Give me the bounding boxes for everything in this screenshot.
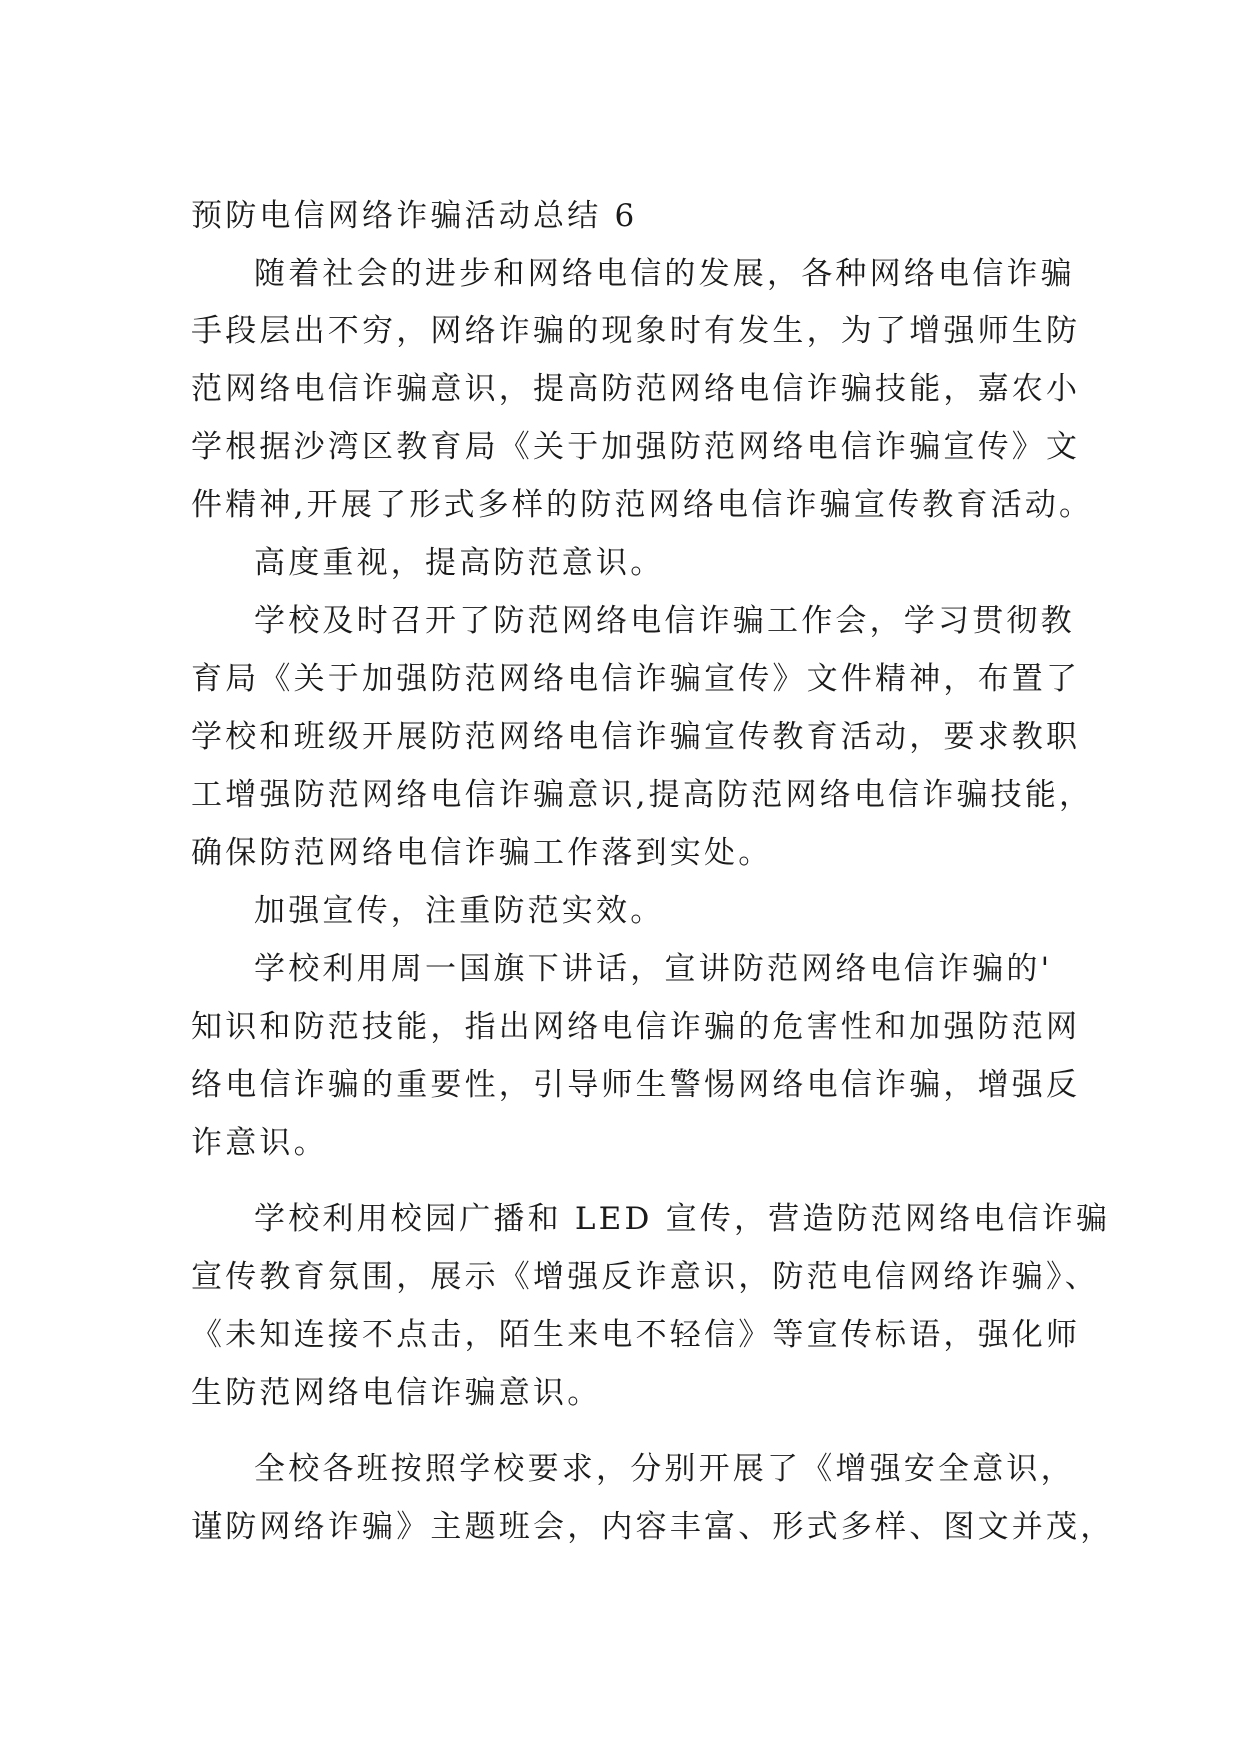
text-line: 生防范网络电信诈骗意识。 [191,1375,602,1411]
document-title: 预防电信网络诈骗活动总结 6 [191,198,638,234]
text-line: 学校及时召开了防范网络电信诈骗工作会，学习贯彻教 [254,603,1075,639]
text-line: 育局《关于加强防范网络电信诈骗宣传》文件精神，布置了 [191,661,1081,697]
text-line: 宣传教育氛围，展示《增强反诈意识，防范电信网络诈骗》、 [191,1259,1099,1295]
text-line: 工增强防范网络电信诈骗意识,提高防范网络电信诈骗技能， [191,777,1094,813]
text-line: 全校各班按照学校要求，分别开展了《增强安全意识， [254,1451,1075,1487]
text-line: 件精神,开展了形式多样的防范网络电信诈骗宣传教育活动。 [191,487,1094,523]
text-line: 知识和防范技能，指出网络电信诈骗的危害性和加强防范网 [191,1009,1081,1045]
text-line: 随着社会的进步和网络电信的发展，各种网络电信诈骗 [254,256,1075,292]
text-line: 学校和班级开展防范网络电信诈骗宣传教育活动，要求教职 [191,719,1081,755]
text-line: 《未知连接不点击，陌生来电不轻信》等宣传标语，强化师 [191,1317,1081,1353]
text-line: 学校利用校园广播和 LED 宣传，营造防范网络电信诈骗 [254,1201,1111,1237]
text-line: 确保防范网络电信诈骗工作落到实处。 [191,835,773,871]
text-line: 学校利用周一国旗下讲话，宣讲防范网络电信诈骗的' [254,951,1053,987]
text-line: 手段层出不穷，网络诈骗的现象时有发生，为了增强师生防 [191,313,1081,349]
section-heading: 加强宣传，注重防范实效。 [254,893,665,929]
section-heading: 高度重视，提高防范意识。 [254,545,665,581]
text-line: 诈意识。 [191,1125,328,1161]
text-line: 学根据沙湾区教育局《关于加强防范网络电信诈骗宣传》文 [191,429,1081,465]
text-line: 谨防网络诈骗》主题班会，内容丰富、形式多样、图文并茂， [191,1509,1115,1545]
text-line: 范网络电信诈骗意识，提高防范网络电信诈骗技能，嘉农小 [191,371,1081,407]
text-line: 络电信诈骗的重要性，引导师生警惕网络电信诈骗，增强反 [191,1067,1081,1103]
